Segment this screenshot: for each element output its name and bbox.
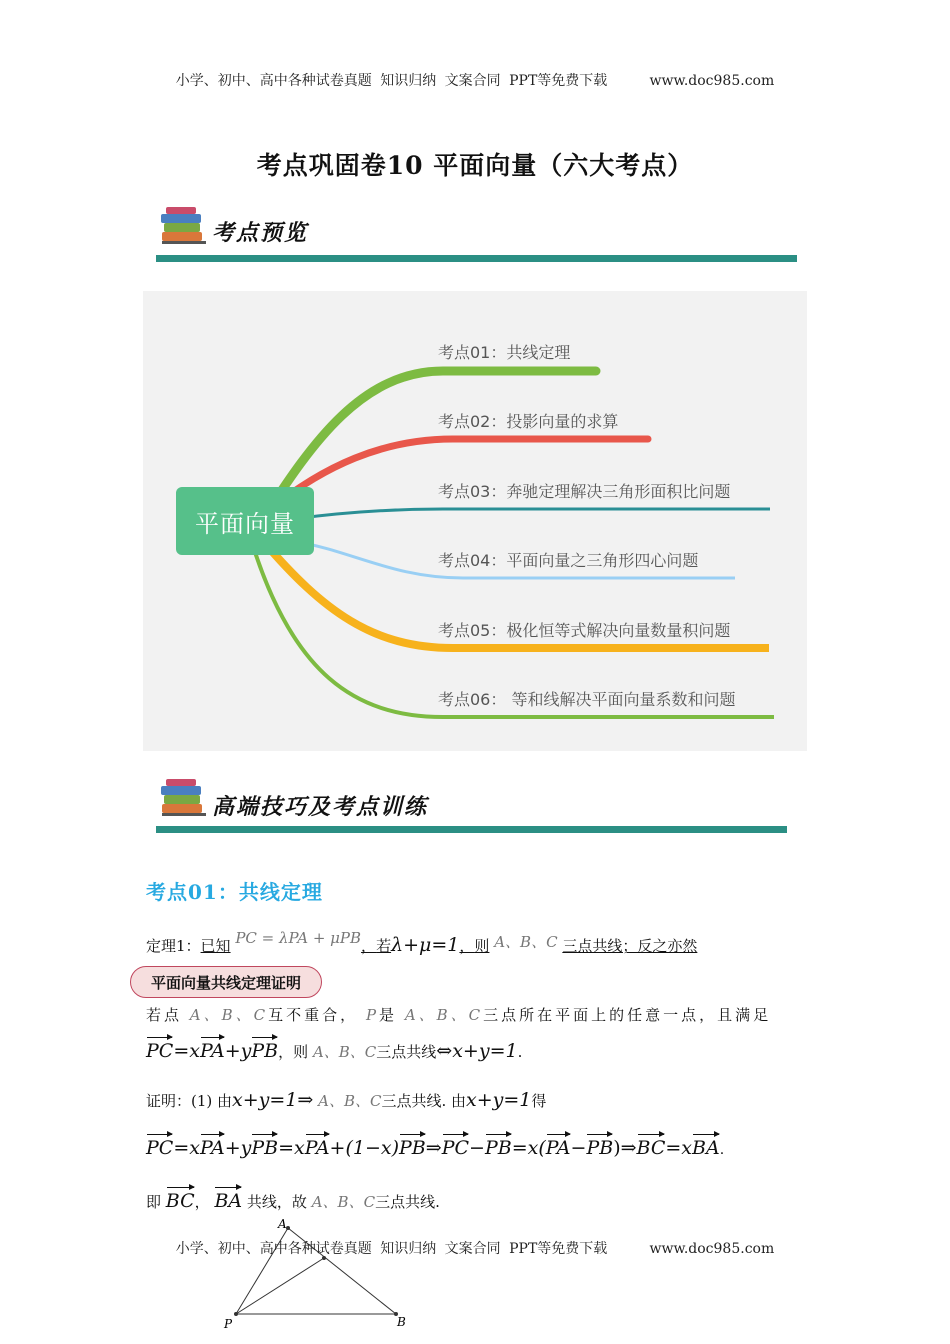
vec-pb: PB — [251, 1040, 279, 1062]
mindmap-topic-05: 考点05：极化恒等式解决向量数量积问题 — [438, 621, 731, 640]
condition-ze: ，则 — [278, 1043, 309, 1061]
theorem-comma1: ， — [361, 937, 377, 955]
mindmap-topic-03: 考点03：奔驰定理解决三角形面积比问题 — [438, 482, 731, 501]
proof-conclusion — [146, 1190, 440, 1212]
mindmap-topic-06: 考点06： 等和线解决平面向量系数和问题 — [438, 690, 736, 709]
vec-pb-2: PB — [251, 1137, 279, 1159]
theorem-condition: λ+μ=1 — [391, 934, 460, 956]
banner-preview-bar — [156, 255, 797, 262]
books-icon — [158, 206, 210, 248]
proof-equation-chain: PC=xPA+yPB=xPA+(1−x)PB⇒PC−PB=x(PA−PB)⇒BC=xBA. — [146, 1137, 725, 1159]
page-footer — [0, 1238, 950, 1258]
setup-a: 互不重合， — [268, 1006, 359, 1024]
theorem-ze: 则 — [474, 937, 490, 955]
mindmap-topic-04: 考点04：平面向量之三角形四心问题 — [438, 551, 699, 570]
setup-c: 三点所在平面上的任意一点，且满足 — [483, 1006, 772, 1024]
conclusion-points: A、B、C — [311, 1193, 376, 1211]
proof-tag: 平面向量共线定理证明 — [130, 966, 322, 998]
vec-pa-3: PA — [304, 1137, 330, 1159]
figure-label-b: B — [397, 1315, 406, 1329]
vec-ba-2: BA — [214, 1190, 243, 1212]
theorem-comma2: ， — [459, 937, 475, 955]
theorem-ruo: 若 — [376, 937, 392, 955]
proof-eq2: x+y=1 — [466, 1089, 532, 1111]
conclusion-a: 即 — [146, 1193, 162, 1211]
setup-p: P — [365, 1006, 380, 1024]
vec-ba: BA — [692, 1137, 720, 1159]
setup-b: 是 — [379, 1006, 398, 1024]
condition-text: 三点共线 — [376, 1043, 437, 1061]
theorem-formula: PC = λPA + μPB — [235, 929, 362, 947]
proof-c: 得 — [531, 1092, 547, 1110]
banner-training-bar — [156, 826, 787, 833]
proof-imp: ⇒ — [297, 1089, 314, 1111]
setup-points-2: A、B、C — [404, 1006, 484, 1024]
proof-a: 证明：(1) 由 — [146, 1092, 233, 1110]
proof-points: A、B、C — [318, 1092, 382, 1110]
footer-url[interactable]: www.doc985.com — [649, 1241, 775, 1257]
vec-pc-3: PC — [441, 1137, 470, 1159]
conclusion-c: 共线，故 — [246, 1193, 307, 1211]
figure-label-a: A — [278, 1217, 287, 1231]
mindmap-topic-02: 考点02：投影向量的求算 — [438, 412, 619, 431]
conclusion-d: 三点共线. — [375, 1193, 440, 1211]
banner-training-title: 高端技巧及考点训练 — [212, 795, 429, 820]
mindmap — [143, 291, 807, 751]
vec-pc: PC — [146, 1040, 174, 1062]
conclusion-b: ， — [194, 1193, 210, 1211]
page-header — [0, 70, 950, 90]
mindmap-topic-01: 考点01：共线定理 — [438, 343, 571, 362]
vec-pb-3: PB — [399, 1137, 426, 1159]
vec-pb-5: PB — [586, 1137, 614, 1159]
section-heading: 考点01：共线定理 — [146, 880, 323, 904]
vec-bc-2: BC — [165, 1190, 195, 1212]
setup-points: A、B、C — [189, 1006, 269, 1024]
document-title: 考点巩固卷10 平面向量（六大考点） — [256, 151, 694, 180]
triangle-figure — [220, 1214, 420, 1334]
condition-eq: x+y=1 — [452, 1040, 518, 1062]
condition-dot: . — [517, 1043, 523, 1061]
proof-eq: x+y=1 — [232, 1089, 298, 1111]
vec-pb-4: PB — [484, 1137, 512, 1159]
theorem-points: A、B、C — [494, 933, 558, 951]
proof-b: 三点共线. 由 — [381, 1092, 467, 1110]
condition-points: A、B、C — [312, 1043, 377, 1061]
proof-line-1 — [146, 1089, 546, 1111]
figure-label-p: P — [224, 1317, 233, 1331]
mindmap-center: 平面向量 — [176, 487, 314, 555]
theorem-prefix: 定理1： — [146, 937, 201, 955]
condition-iff: ⇔ — [436, 1040, 453, 1062]
header-url[interactable]: www.doc985.com — [649, 73, 775, 89]
vec-pa: PA — [199, 1040, 225, 1062]
banner-preview-title: 考点预览 — [212, 221, 309, 246]
theorem-known: 已知 — [200, 937, 231, 955]
books-icon — [158, 778, 210, 820]
footer-text: 小学、初中、高中各种试卷真题 知识归纳 文案合同 PPT等免费下载 — [175, 1241, 608, 1257]
vec-bc: BC — [636, 1137, 666, 1159]
vec-pa-4: PA — [545, 1137, 571, 1159]
header-text: 小学、初中、高中各种试卷真题 知识归纳 文案合同 PPT等免费下载 — [175, 73, 608, 89]
setup-line — [146, 1004, 771, 1025]
setup-ruo: 若点 — [146, 1006, 183, 1024]
vec-pc-2: PC — [146, 1137, 174, 1159]
condition-line: PC=xPA+yPB，则 A、B、C三点共线⇔x+y=1. — [146, 1040, 523, 1062]
vec-pa-2: PA — [199, 1137, 225, 1159]
theorem-result: 三点共线；反之亦然 — [562, 937, 698, 955]
theorem-line — [146, 929, 698, 956]
